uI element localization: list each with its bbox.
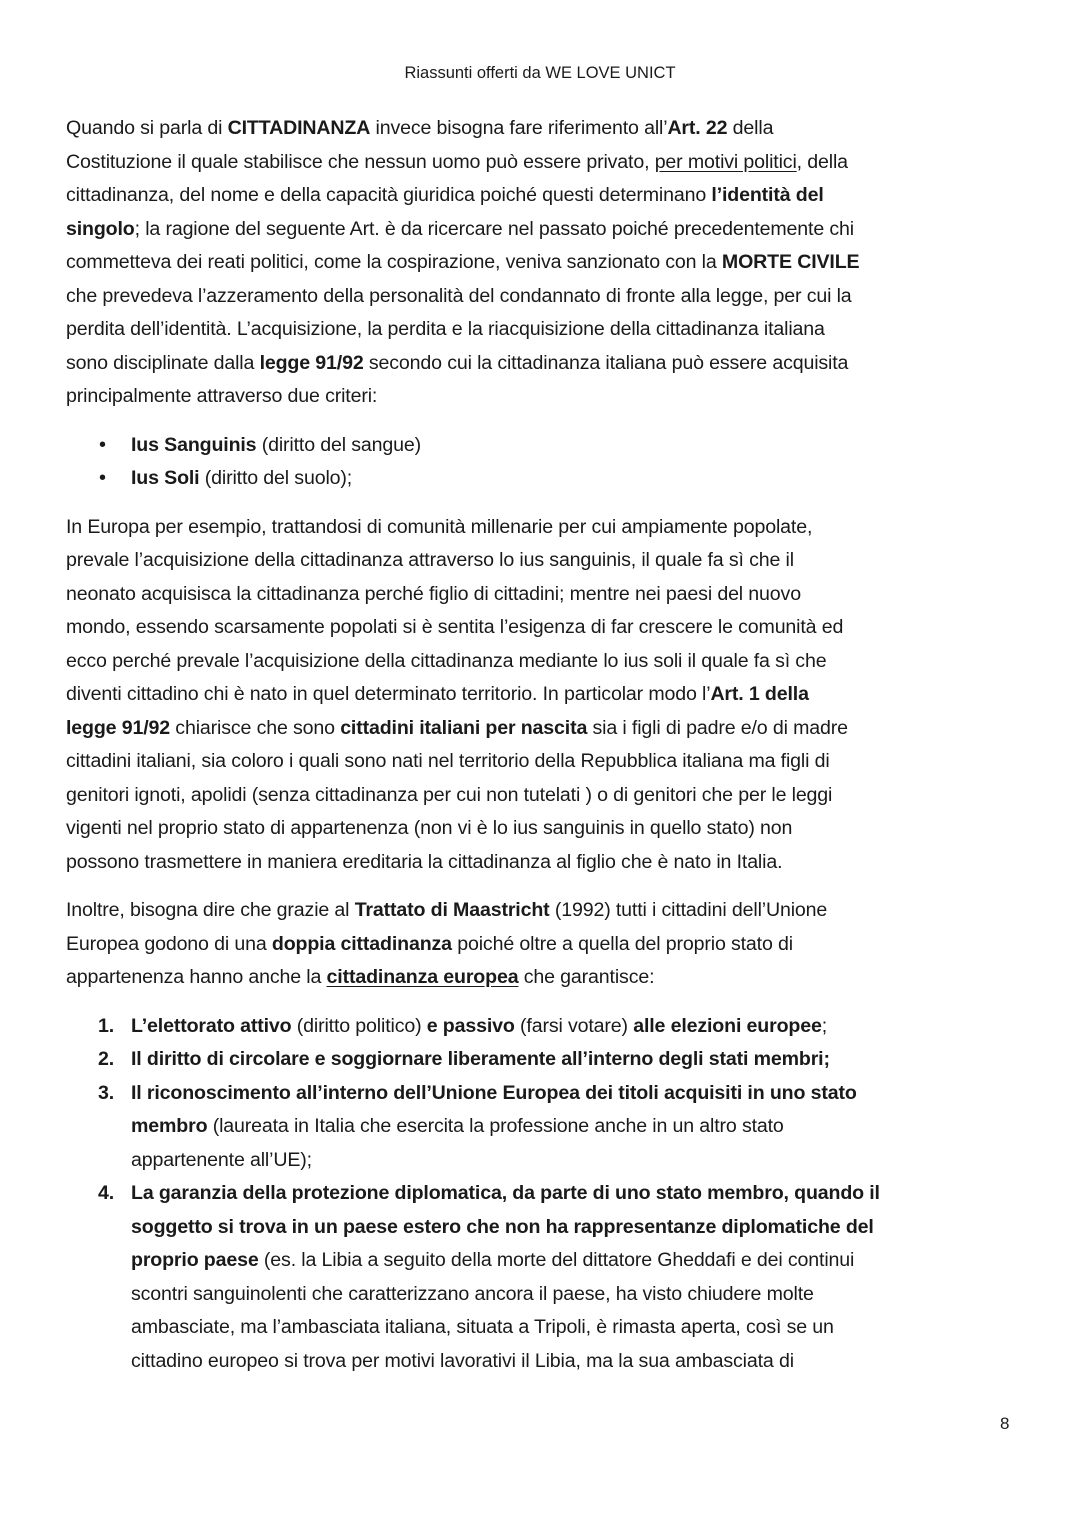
- text-line: [131, 1144, 1026, 1178]
- text-run: che prevedeva l’azzeramento della personalità del condannato di fronte alla legge, per cui la: [66, 284, 852, 307]
- text-line: [66, 645, 1026, 679]
- text-run: sia i figli di padre e/o di madre: [587, 716, 848, 739]
- text-line: [131, 1211, 1026, 1245]
- bold-text: Art. 22: [667, 117, 728, 139]
- text-line: [131, 1177, 1026, 1211]
- list-item: [66, 1077, 1026, 1178]
- text-line: [66, 812, 1026, 846]
- text-line: [66, 179, 1026, 213]
- text-line: [131, 429, 1026, 463]
- bold-text: cittadinanza europea: [326, 966, 519, 988]
- bullet-icon: •: [99, 433, 106, 456]
- text-run: chiarisce che sono: [170, 716, 341, 739]
- bold-text: La garanzia della protezione diplomatica, da parte di uno stato membro, quando il: [131, 1182, 880, 1204]
- text-run: diventi cittadino chi è nato in quel determinato territorio. In particolar modo l’: [66, 683, 711, 705]
- bold-text: Il diritto di circolare e soggiornare liberamente all’interno degli stati membri;: [131, 1048, 830, 1070]
- text-line: [131, 1311, 1026, 1345]
- text-line: [131, 462, 1026, 496]
- bold-text: singolo: [66, 217, 135, 240]
- text-run: principalmente attraverso due criteri:: [66, 385, 378, 407]
- text-run: (diritto del sangue): [256, 433, 422, 456]
- bold-text: cittadini italiani per nascita: [340, 716, 588, 739]
- text-line: [66, 961, 1026, 995]
- text-line: [131, 1077, 1026, 1111]
- text-line: [66, 712, 1026, 746]
- bold-text: Trattato di Maastricht: [354, 899, 550, 921]
- text-run: In Europa per esempio, trattandosi di comunità millenarie per cui ampiamente popolate,: [66, 515, 813, 538]
- text-run: invece bisogna fare riferimento all’: [370, 117, 668, 139]
- text-line: [66, 380, 1026, 414]
- text-run: (farsi votare): [514, 1014, 634, 1037]
- text-run: ambasciate, ma l’ambasciata italiana, situata a Tripoli, è rimasta aperta, così se un: [131, 1316, 834, 1338]
- text-line: [66, 280, 1026, 314]
- text-run: appartenente all’UE);: [131, 1148, 312, 1171]
- list-number: 3.: [98, 1081, 115, 1104]
- text-line: [66, 928, 1026, 962]
- list-item: [66, 1043, 1026, 1077]
- bold-text: Art. 1 della: [710, 683, 809, 705]
- list-item: [66, 1010, 1026, 1044]
- underlined-text: per motivi politici: [654, 150, 797, 173]
- list-item: [66, 462, 1026, 496]
- text-run: scontri sanguinolenti che caratterizzano ancora il paese, ha visto chiudere molte: [131, 1282, 814, 1305]
- numbered-list: [66, 1010, 1026, 1379]
- bold-text: l’identità del: [711, 184, 824, 206]
- text-run: mondo, essendo scarsamente popolati si è sentita l’esigenza di far crescere le comunità ed: [66, 616, 844, 638]
- paragraph: [66, 511, 1026, 880]
- bold-text: legge 91/92: [66, 716, 171, 739]
- text-run: commetteva dei reati politici, come la cospirazione, veniva sanzionato con la: [66, 251, 722, 273]
- text-line: [131, 1110, 1026, 1144]
- text-run: perdita dell’identità. L’acquisizione, la perdita e la riacquisizione della cittadinanza italiana: [66, 318, 825, 340]
- text-run: genitori ignoti, apolidi (senza cittadinanza per cui non tutelati ) o di genitori che per le leggi: [66, 783, 833, 806]
- bold-text: alle elezioni europee: [633, 1014, 822, 1037]
- bold-text: Ius Soli: [131, 467, 200, 489]
- text-run: possono trasmettere in maniera ereditaria la cittadinanza al figlio che è nato in Italia.: [66, 850, 783, 873]
- text-run: (diritto politico): [291, 1014, 427, 1037]
- text-run: vigenti nel proprio stato di appartenenza (non vi è lo ius sanguinis in quello stato) non: [66, 817, 793, 839]
- text-line: [66, 313, 1026, 347]
- bold-text: Ius Sanguinis: [131, 433, 257, 456]
- text-run: Costituzione il quale stabilisce che nessun uomo può essere privato,: [66, 150, 655, 173]
- text-run: sono disciplinate dalla: [66, 351, 260, 374]
- text-run: (diritto del suolo);: [199, 467, 353, 489]
- text-run: ;: [821, 1014, 828, 1037]
- bold-text: e passivo: [426, 1014, 515, 1037]
- bold-text: MORTE CIVILE: [721, 251, 860, 273]
- text-run: della: [727, 117, 774, 139]
- text-run: ; la ragione del seguente Art. è da ricercare nel passato poiché precedentemente chi: [134, 217, 854, 240]
- text-run: secondo cui la cittadinanza italiana può essere acquisita: [363, 351, 849, 374]
- text-run: neonato acquisisca la cittadinanza perché figlio di cittadini; mentre nei paesi del nuovo: [66, 582, 801, 605]
- text-line: [131, 1010, 1026, 1044]
- bullet-icon: •: [99, 467, 106, 489]
- bold-text: Il riconoscimento all’interno dell’Unione Europea dei titoli acquisiti in uno stato: [131, 1081, 857, 1104]
- text-run: appartenenza hanno anche la: [66, 966, 327, 988]
- document-body: [66, 112, 1026, 1393]
- bold-text: doppia cittadinanza: [271, 932, 452, 955]
- paragraph: [66, 894, 1026, 995]
- list-number: 4.: [98, 1182, 115, 1204]
- text-line: [66, 544, 1026, 578]
- text-line: [66, 678, 1026, 712]
- text-run: poiché oltre a quella del proprio stato di: [451, 932, 793, 955]
- text-run: cittadino europeo si trova per motivi lavorativi il Libia, ma la sua ambasciata di: [131, 1349, 794, 1372]
- text-line: [66, 611, 1026, 645]
- text-line: [66, 745, 1026, 779]
- bold-text: L’elettorato attivo: [131, 1014, 292, 1037]
- list-item: [66, 1177, 1026, 1378]
- text-run: Europea godono di una: [66, 932, 272, 955]
- text-run: Inoltre, bisogna dire che grazie al: [66, 899, 355, 921]
- paragraph: [66, 112, 1026, 414]
- text-line: [66, 578, 1026, 612]
- text-line: [66, 146, 1026, 180]
- text-run: cittadinanza, del nome e della capacità giuridica poiché questi determinano: [66, 184, 712, 206]
- list-item: [66, 429, 1026, 463]
- text-run: ecco perché prevale l’acquisizione della cittadinanza mediante lo ius soli il quale fa sì che: [66, 649, 827, 672]
- text-line: [66, 213, 1026, 247]
- bold-text: membro: [131, 1115, 208, 1137]
- text-line: [66, 511, 1026, 545]
- text-line: [66, 894, 1026, 928]
- text-run: , della: [796, 150, 848, 173]
- text-run: che garantisce:: [518, 966, 655, 988]
- text-line: [66, 846, 1026, 880]
- text-run: cittadini italiani, sia coloro i quali sono nati nel territorio della Repubblica italiana ma figli di: [66, 750, 830, 772]
- text-run: (es. la Libia a seguito della morte del dittatore Gheddafi e dei continui: [258, 1249, 855, 1271]
- list-number: 2.: [98, 1048, 115, 1070]
- page-number: 8: [1000, 1414, 1010, 1433]
- text-line: [131, 1244, 1026, 1278]
- page-header: Riassunti offerti da WE LOVE UNICT: [404, 64, 676, 82]
- text-line: [131, 1043, 1026, 1077]
- bold-text: soggetto si trova in un paese estero che non ha rappresentanze diplomatiche del: [131, 1215, 874, 1238]
- text-run: (laureata in Italia che esercita la professione anche in un altro stato: [207, 1115, 784, 1137]
- text-line: [131, 1278, 1026, 1312]
- text-run: prevale l’acquisizione della cittadinanza attraverso lo ius sanguinis, il quale fa sì che il: [66, 549, 794, 571]
- text-line: [66, 347, 1026, 381]
- bullet-list: [66, 429, 1026, 496]
- bold-text: CITTADINANZA: [227, 117, 371, 139]
- text-line: [66, 779, 1026, 813]
- list-number: 1.: [98, 1014, 115, 1037]
- text-line: [131, 1345, 1026, 1379]
- text-run: (1992) tutti i cittadini dell’Unione: [549, 899, 828, 921]
- text-line: [66, 246, 1026, 280]
- bold-text: proprio paese: [131, 1249, 259, 1271]
- bold-text: legge 91/92: [259, 351, 364, 374]
- text-run: Quando si parla di: [66, 117, 228, 139]
- text-line: [66, 112, 1026, 146]
